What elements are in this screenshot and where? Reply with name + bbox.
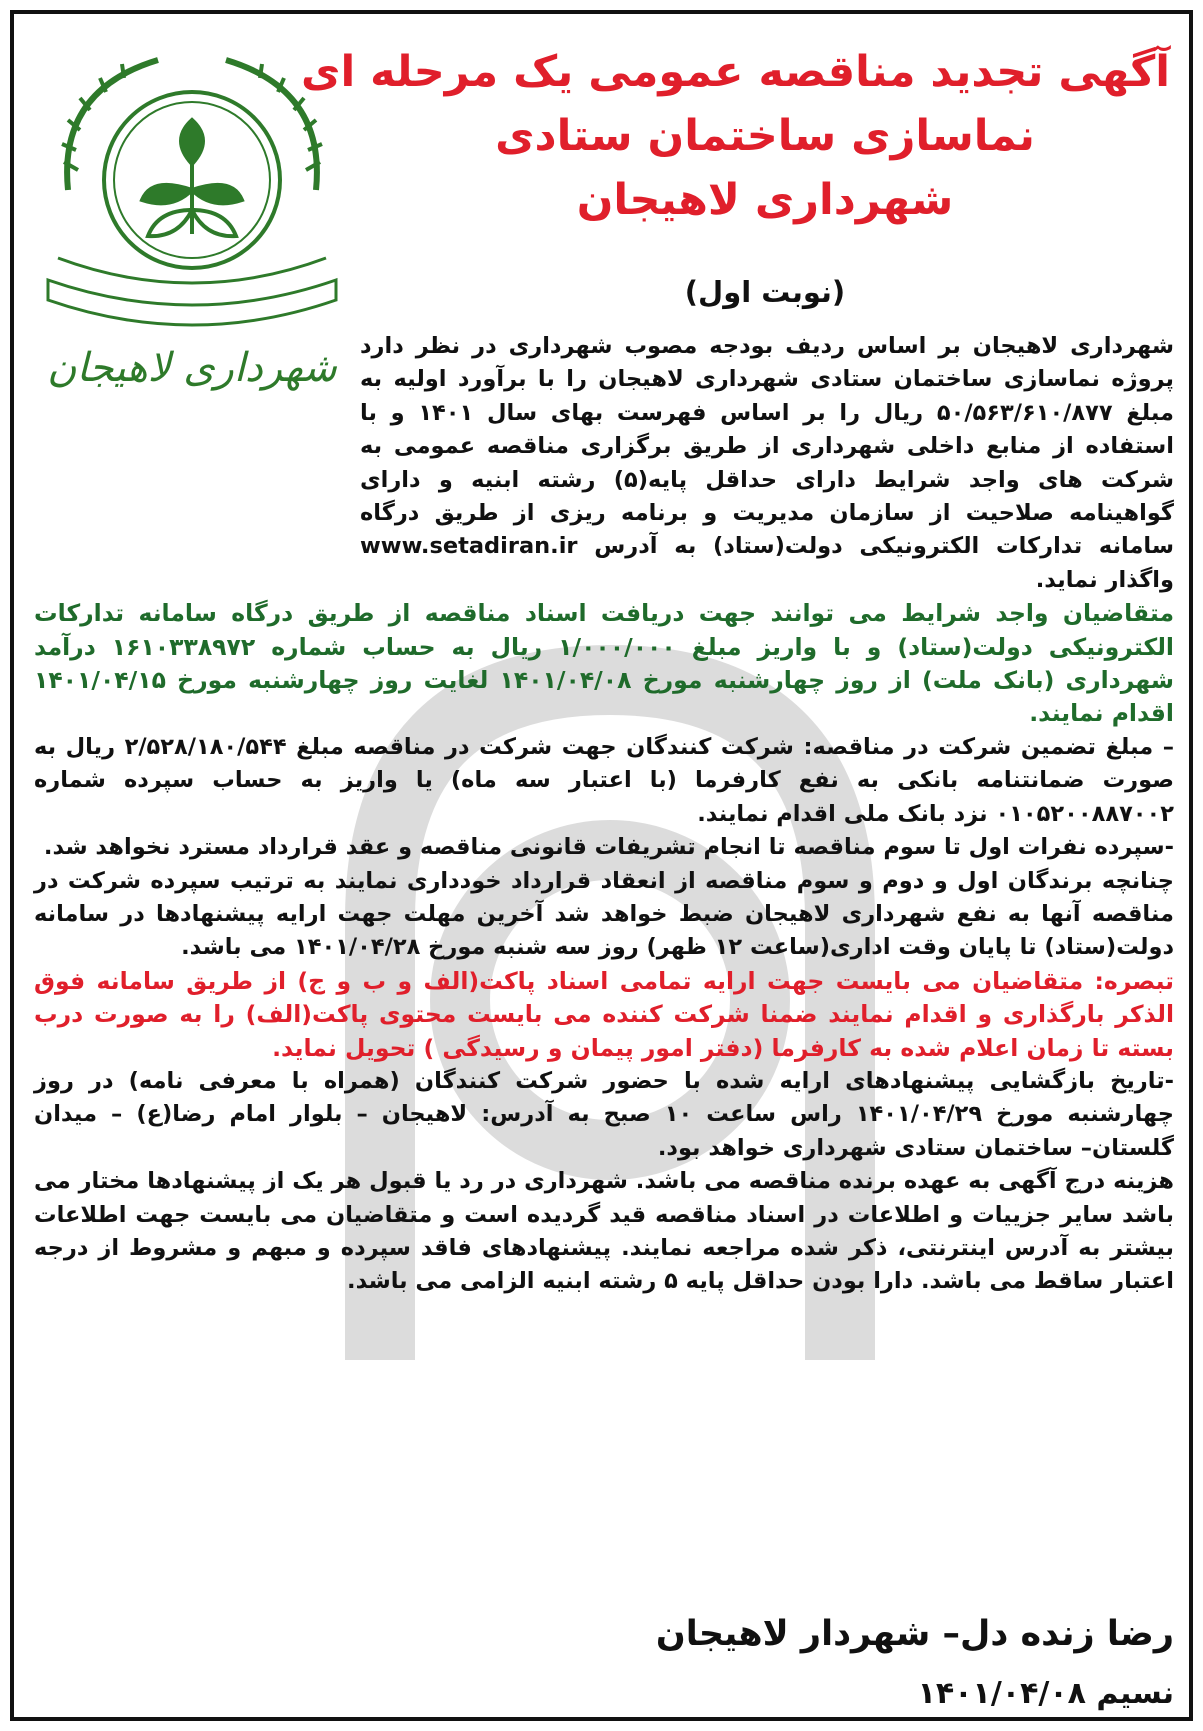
closing-paragraph: هزینه درج آگهی به عهده برنده مناقصه می باشد. شهرداری در رد یا قبول هر یک از پیشنهادها مختار می باشد سایر جزییات و اطلاعات در اسناد مناقصه قید گردیده است و متقاضیان می بایست جهت اطلاعات بیشتر به آدرس اینترنتی، ذکر شده مراجعه نمایند. پیشنهادهای فاقد سپرده و مبهم و مشروط از درجه اعتبار ساقط می باشد. دارا بودن حداقل پایه ۵ رشته ابنیه الزامی می باشد. bbox=[34, 1168, 1174, 1295]
title-line-1: آگهی تجدید مناقصه عمومی یک مرحله ای bbox=[301, 47, 1170, 97]
publication-footer: نسیم ۱۴۰۱/۰۴/۰۸ bbox=[917, 1676, 1174, 1711]
guarantee-text: شرکت کنندگان جهت شرکت در مناقصه مبلغ ۲/۵۲۸/۱۸۰/۵۴۴ ریال به صورت ضمانتنامه بانکی به نفع کارفرما (با اعتبار سه ماه) یا واریز به حساب سپرده شماره ۰۱۰۵۲۰۰۸۸۷۰۰۲ نزد بانک ملی اقدام نمایند. bbox=[34, 733, 1174, 827]
guarantee-paragraph bbox=[34, 731, 1174, 831]
title-line-3: شهرداری لاهیجان bbox=[576, 175, 954, 225]
forfeit-paragraph: چنانچه برندگان اول و دوم و سوم مناقصه از انعقاد قرارداد خودداری نمایند به ترتیب سپرده شرکت در مناقصه آنها به نفع شهرداری لاهیجان ضبط خواهد شد آخرین مهلت جهت ارایه پیشنهادها در سامانه دولت(ستاد) تا پایان وقت اداری(ساعت ۱۲ ظهر) روز سه شنبه مورخ ۱۴۰۱/۰۴/۲۸ می باشد. bbox=[34, 867, 1174, 961]
intro-paragraph: شهرداری لاهیجان بر اساس ردیف بودجه مصوب شهرداری در نظر دارد پروژه نماسازی ساختمان ستادی شهرداری لاهیجان را با برآورد اولیه به مبلغ ۵۰/۵۶۳/۶۱۰/۸۷۷ ریال را بر اساس فهرست بهای سال ۱۴۰۱ و با استفاده از منابع داخلی شهرداری از طریق برگزاری مناقصه عمومی به شرکت های واجد شرایط دارای حداقل پایه(۵) رشته ابنیه و دارای گواهینامه صلاحیت از سازمان مدیریت و برنامه ریزی از طریق درگاه سامانه تدارکات الکترونیکی دولت(ستاد) به آدرس www.setadiran.ir واگذار نماید. bbox=[360, 333, 1174, 593]
publication-round: (نوبت اول) bbox=[684, 275, 846, 309]
documents-paragraph: متقاضیان واجد شرایط می توانند جهت دریافت اسناد مناقصه از طریق درگاه سامانه تدارکات الکترونیکی دولت(ستاد) و با واریز مبلغ ۱/۰۰۰/۰۰۰ ریال به حساب شماره ۱۶۱۰۳۳۸۹۷۲ درآمد شهرداری (بانک ملت) از روز چهارشنبه مورخ ۱۴۰۱/۰۴/۰۸ لغایت روز چهارشنبه مورخ ۱۴۰۱/۰۴/۱۵ اقدام نمایند. bbox=[34, 599, 1174, 728]
notice-body bbox=[34, 330, 1174, 1299]
deposit-return-paragraph: -سپرده نفرات اول تا سوم مناقصه تا انجام تشریفات قانونی مناقصه و عقد قرارداد مسترد نخواهد شد. bbox=[43, 834, 1174, 861]
title-line-2: نماسازی ساختمان ستادی bbox=[495, 111, 1035, 161]
note-label: تبصره: bbox=[1094, 966, 1174, 995]
note-paragraph bbox=[34, 965, 1174, 1065]
guarantee-label: – مبلغ تضمین شرکت در مناقصه: bbox=[803, 733, 1175, 760]
opening-paragraph: -تاریخ بازگشایی پیشنهادهای ارایه شده با حضور شرکت کنندگان (همراه با معرفی نامه) در روز چهارشنبه مورخ ۱۴۰۱/۰۴/۲۹ راس ساعت ۱۰ صبح به آدرس: لاهیجان – بلوار امام رضا(ع) – میدان گلستان– ساختمان ستادی شهرداری خواهد بود. bbox=[34, 1067, 1174, 1161]
notice-title bbox=[301, 40, 1170, 232]
mayor-signature: رضا زنده دل– شهردار لاهیجان bbox=[655, 1614, 1174, 1654]
note-text: متقاضیان می بایست جهت ارایه تمامی اسناد پاکت(الف و ب و ج) از طریق سامانه فوق الذکر بارگذاری و اقدام نمایند ضمنا شرکت کننده می بایست محتوی پاکت(الف) را به صورت درب بسته تا زمان اعلام شده به کارفرما (دفتر امور پیمان و رسیدگی ) تحویل نماید. bbox=[34, 966, 1174, 1062]
emblem-caption: شهرداری لاهیجان bbox=[47, 345, 337, 391]
